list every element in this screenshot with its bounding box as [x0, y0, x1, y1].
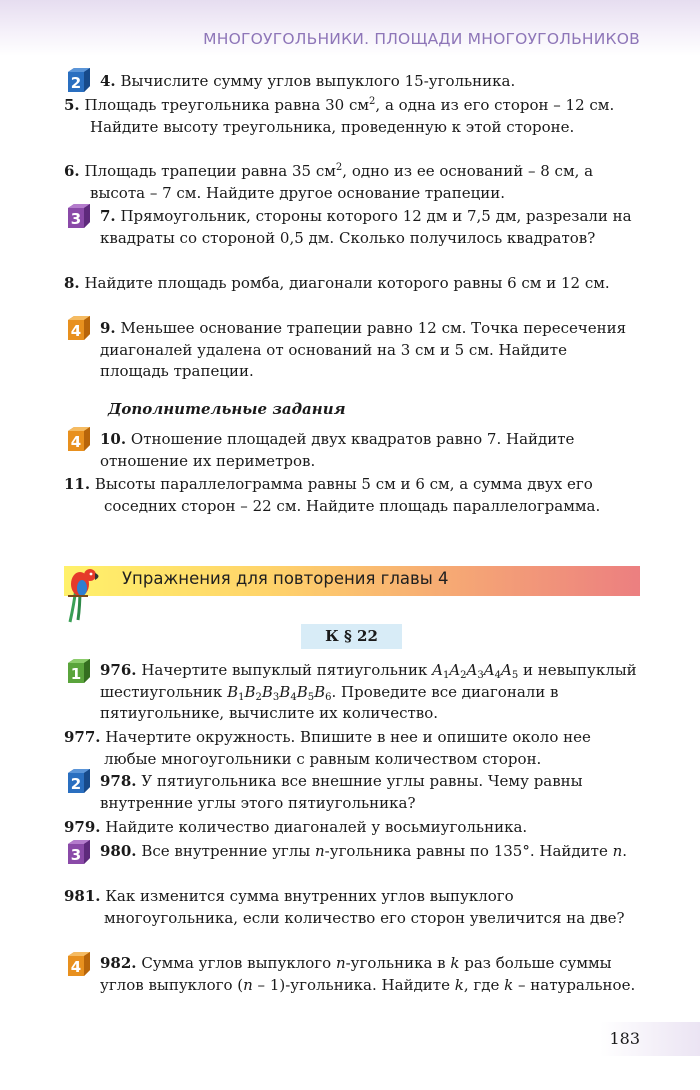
svg-text:1: 1	[70, 665, 82, 683]
exercise-977: 977. Начертите окружность. Впишите в нее и опишите около нее любые многоугольники с равным количеством сторон.	[64, 728, 591, 768]
svg-text:4: 4	[70, 322, 82, 340]
svg-text:4: 4	[70, 958, 82, 976]
level-3-icon	[64, 838, 92, 866]
page-number: 183	[609, 1029, 640, 1048]
svg-text:4: 4	[70, 433, 82, 451]
running-title: МНОГОУГОЛЬНИКИ. ПЛОЩАДИ МНОГОУГОЛЬНИКОВ	[203, 30, 640, 48]
parrot-icon	[62, 566, 108, 624]
review-banner-title: Упражнения для повторения главы 4	[122, 569, 449, 588]
level-4-icon	[64, 314, 92, 342]
exercise-5: 5. Площадь треугольника равна 30 $см^2$, а одна из его сторон – 12 см. Найдите высоту треугольника, проведенную к этой стороне.	[64, 96, 615, 136]
exercise-4: 4. Вычислите сумму углов выпуклого 15-угольника.	[100, 72, 516, 90]
exercise-11: 11. Высоты параллелограмма равны 5 см и 6 см, а сумма двух его соседних сторон – 22 см. Найдите площадь параллелограмма.	[64, 475, 601, 515]
exercise-8: 8. Найдите площадь ромба, диагонали которого равны 6 см и 12 см.	[64, 274, 610, 292]
level-4-icon	[64, 425, 92, 453]
section-label: К § 22	[301, 624, 402, 649]
exercise-10: 10. Отношение площадей двух квадратов равно 7. Найдите отношение их периметров.	[100, 430, 575, 470]
svg-text:2: 2	[70, 775, 82, 793]
exercise-9: 9. Меньшее основание трапеции равно 12 см. Точка пересечения диагоналей удалена от оснований на 3 см и 5 см. Найдите площадь трапеции.	[100, 319, 627, 380]
exercise-6: 6. Площадь трапеции равна 35 $см^2$, одно из ее оснований – 8 см, а высота – 7 см. Найдите другое основание трапеции.	[64, 162, 594, 202]
exercise-978: 978. У пятиугольника все внешние углы равны. Чему равны внутренние углы этого пятиугольника?	[100, 772, 583, 812]
exercise-980: 980. Все внутренние углы n-угольника равны по 135°. Найдите n.	[100, 842, 628, 860]
svg-text:3: 3	[70, 210, 82, 228]
level-2-icon	[64, 66, 92, 94]
svg-text:3: 3	[70, 846, 82, 864]
exercise-979: 979. Найдите количество диагоналей у восьмиугольника.	[64, 818, 528, 836]
exercise-982: 982. Сумма углов выпуклого n-угольника в k раз больше суммы углов выпуклого (n – 1)-угольника. Найдите k, где k – натуральное.	[100, 954, 636, 994]
level-2-icon	[64, 767, 92, 795]
exercise-981: 981. Как изменится сумма внутренних углов выпуклого многоугольника, если количество его сторон увеличится на две?	[64, 887, 625, 927]
exercise-976: 976. Начертите выпуклый пятиугольник $A_1A_2A_3A_4A_5$ и невыпуклый шестиугольник $B_1B_2B_3B_4B_5B_6$. Проведите все диагонали в пятиугольнике, вычислите их количество.	[100, 661, 637, 722]
svg-text:2: 2	[70, 74, 82, 92]
level-3-icon	[64, 202, 92, 230]
level-1-icon	[64, 657, 92, 685]
additional-heading: Дополнительные задания	[108, 400, 346, 418]
level-4-icon	[64, 950, 92, 978]
exercise-7: 7. Прямоугольник, стороны которого 12 дм и 7,5 дм, разрезали на квадраты со стороной 0,5 дм. Сколько получилось квадратов?	[100, 207, 632, 247]
